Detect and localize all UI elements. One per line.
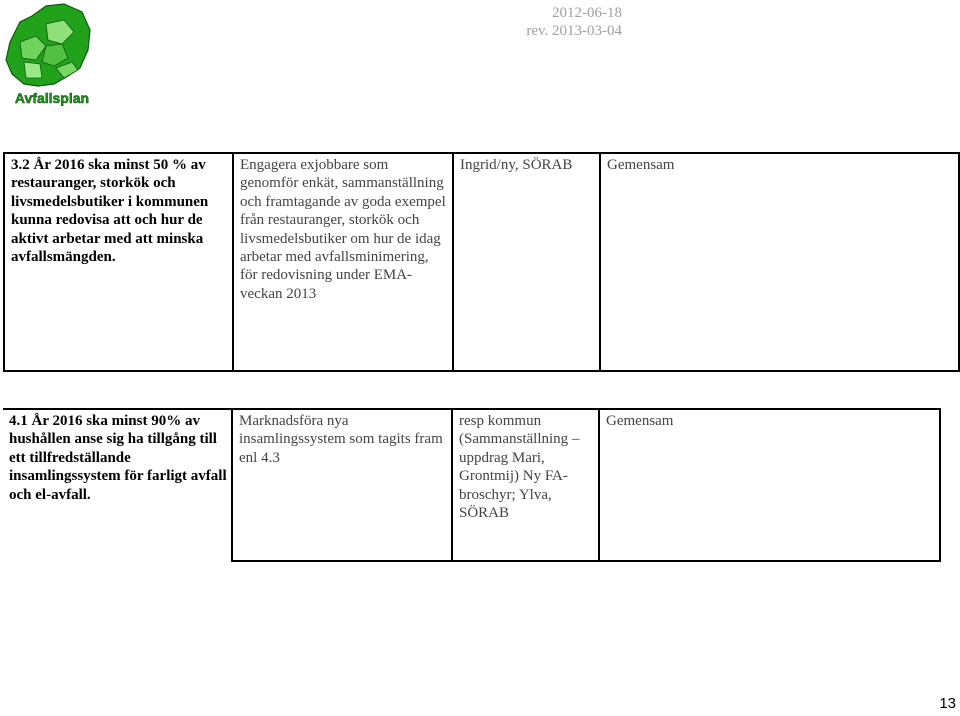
responsible-cell: Ingrid/ny, SÖRAB bbox=[453, 153, 600, 371]
action-table-row-3-2 bbox=[3, 152, 960, 372]
document-dates bbox=[526, 4, 622, 40]
action-cell: Marknadsföra nya insamlingssystem som tagits fram enl 4.3 bbox=[232, 409, 452, 561]
action-cell: Engagera exjobbare som genomför enkät, sammanställning och framtagande av goda exempel från restauranger, storkök och livsmedelsbutiker om hur de idag arbetar med avfallsminimering, för redovisning under EMA-veckan 2013 bbox=[233, 153, 453, 371]
cost-cell: Gemensam bbox=[600, 153, 959, 371]
avfallsplan-logo bbox=[2, 2, 102, 106]
goal-cell: 4.1 År 2016 ska minst 90% av hushållen anse sig ha tillgång till ett tillfredställande insamlingssystem för farligt avfall och el-avfall. bbox=[3, 409, 232, 561]
cost-cell: Gemensam bbox=[599, 409, 940, 561]
responsible-cell: resp kommun (Sammanställning – uppdrag Mari, Grontmij) Ny FA-broschyr; Ylva, SÖRAB bbox=[452, 409, 599, 561]
document-revision: rev. 2013-03-04 bbox=[526, 23, 622, 39]
document-date: 2012-06-18 bbox=[552, 5, 622, 21]
goal-cell: 3.2 År 2016 ska minst 50 % av restauranger, storkök och livsmedelsbutiker i kommunen kunna redovisa att och hur de aktivt arbetar med att minska avfallsmängden. bbox=[4, 153, 233, 371]
region-map-icon bbox=[2, 2, 102, 106]
action-table-row-4-1 bbox=[3, 408, 941, 562]
page-number: 13 bbox=[939, 695, 956, 712]
logo-text: Avfallsplan bbox=[14, 90, 90, 106]
